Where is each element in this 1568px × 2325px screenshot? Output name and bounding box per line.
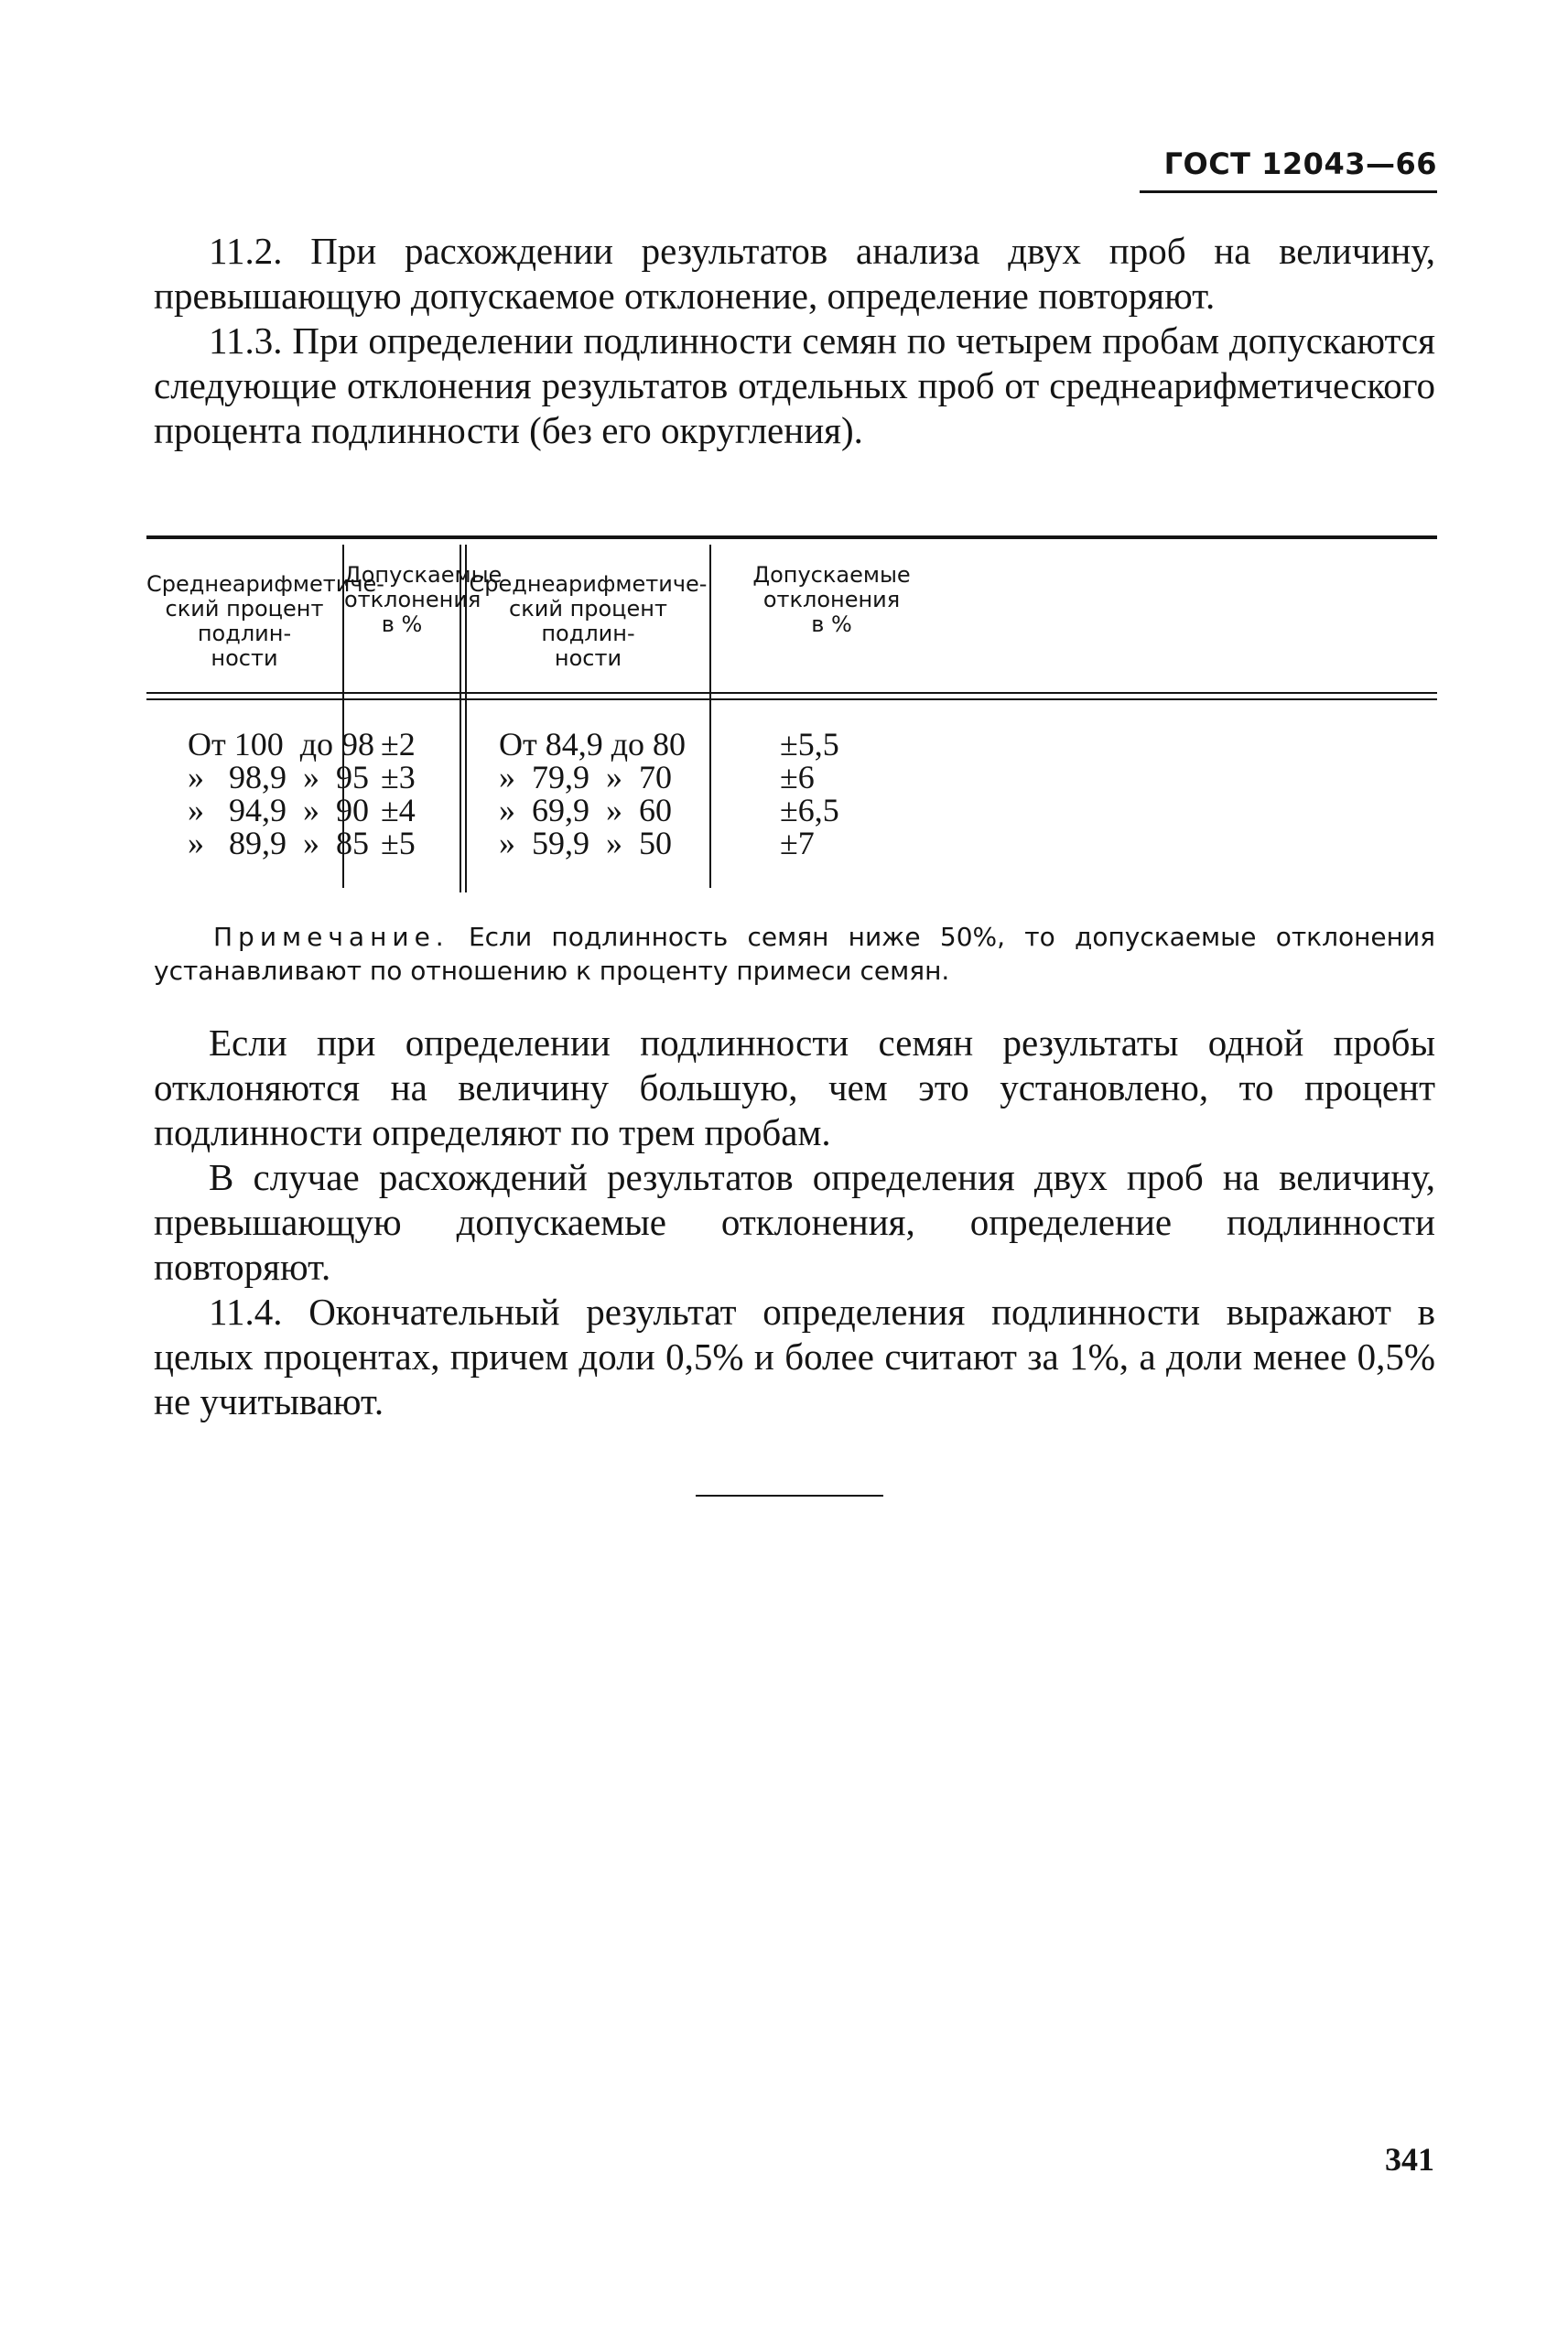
top-paragraphs: [154, 229, 1435, 453]
table-cell: ±5,5: [780, 726, 839, 762]
header-line: ности: [554, 645, 622, 671]
table-cell: » 94,9 » 90: [188, 792, 369, 828]
header-line: Среднеарифметиче-: [469, 571, 708, 597]
table-note: [154, 920, 1435, 988]
header-line: отклонения: [762, 587, 901, 612]
page-number: 341: [1385, 2141, 1434, 2178]
table-cell: ±5: [381, 825, 416, 861]
table-cell: ±4: [381, 792, 416, 828]
left-range-column: [188, 726, 375, 861]
note-label: Примечание.: [213, 922, 449, 952]
header-line: отклонения: [344, 587, 481, 612]
table-cell: ±6,5: [780, 792, 839, 828]
table-cell: » 69,9 » 60: [499, 792, 672, 828]
table-cell: ±7: [780, 825, 815, 861]
table-cell: » 89,9 » 85: [188, 825, 369, 861]
header-mean-percent-left: [146, 571, 384, 671]
table-cell: » 59,9 » 50: [499, 825, 672, 861]
header-line: Допускаемые: [752, 562, 911, 588]
table-cell: » 79,9 » 70: [499, 759, 672, 795]
header-deviation-left: [344, 562, 503, 637]
document-code-header: ГОСТ 12043—66: [1140, 146, 1437, 193]
table-cell: ±2: [381, 726, 416, 762]
header-line: ский процент подлин-: [509, 596, 667, 646]
header-line: Допускаемые: [344, 562, 503, 588]
paragraph-11-3: 11.3. При определении подлинности семян по четырем пробам допускаются следующие отклонения результатов отдельных проб от среднеарифметического процента подлинности (без его округления).: [154, 319, 1435, 451]
header-line: в %: [381, 611, 423, 637]
header-mean-percent-right: [467, 572, 709, 671]
note-text: Если подлинность семян ниже 50%, то допускаемые отклонения устанавливают по отношению к проценту примеси семян.: [154, 922, 1435, 986]
header-line: ский процент подлин-: [165, 596, 324, 646]
table-cell: От 100 до 98: [188, 726, 375, 762]
left-deviation-column: [381, 728, 454, 860]
header-line: ности: [211, 645, 278, 671]
paragraph-discrepancy: В случае расхождений результатов определения двух проб на величину, превышающую допускаемые отклонения, определение подлинности повторяют.: [154, 1156, 1435, 1288]
paragraph-11-2: 11.2. При расхождении результатов анализа двух проб на величину, превышающую допускаемое отклонение, определение повторяют.: [154, 230, 1435, 317]
table-cell: ±3: [381, 759, 416, 795]
table-cell: » 98,9 » 95: [188, 759, 369, 795]
table-cell: ±6: [780, 759, 815, 795]
table-header-rule: [146, 692, 1437, 694]
paragraph-repeat-rule: Если при определении подлинности семян результаты одной пробы отклоняются на величину большую, чем это установлено, то процент подлинности определяют по трем пробам.: [154, 1022, 1435, 1153]
paragraph-11-4: 11.4. Окончательный результат определения подлинности выражают в целых процентах, причем доли 0,5% и более считают за 1%, а доли менее 0,5% не учитывают.: [154, 1291, 1435, 1422]
deviation-table: [146, 535, 1437, 902]
table-header-rule-second: [146, 698, 1437, 700]
right-deviation-column: [780, 728, 890, 860]
header-line: Среднеарифметиче-: [146, 571, 384, 597]
table-cell: От 84,9 до 80: [499, 726, 687, 762]
section-end-rule: [696, 1495, 883, 1497]
table-top-rule: [146, 535, 1437, 539]
right-range-column: [499, 728, 700, 860]
bottom-paragraphs: [154, 1021, 1435, 1424]
header-deviation-right: [711, 563, 952, 637]
header-line: в %: [811, 611, 852, 637]
